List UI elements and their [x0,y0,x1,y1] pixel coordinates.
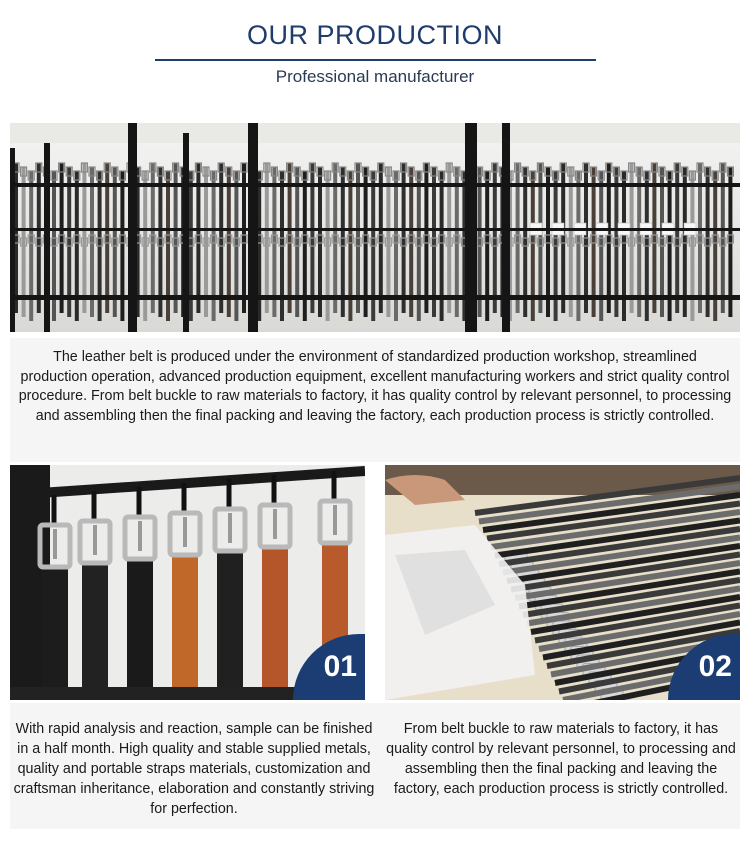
step-badge-01: 01 [293,634,365,700]
page-subtitle: Professional manufacturer [275,67,475,86]
belt-rack-photo [10,123,740,332]
intro-panel [10,338,740,462]
intro-text: The leather belt is produced under the environment of standardized production workshop, streamlined production operation, advanced production equipment, excellent manufacturing workers and strict quality control procedure. From belt buckle to raw materials to factory, it has quality control by relevant personnel, to processing and assembling then the final packing and leaving the factory, each production process is strictly controlled. [18,349,732,424]
workbench-photo [385,465,740,700]
caption-01: With rapid analysis and reaction, sample can be finished in a half month. High quality and stable supplied metals, quality and portable straps materials, customization and craftsman inheritance, elaboration and constantly striving for perfection. [13,721,375,817]
caption-02: From belt buckle to raw materials to factory, it has quality control by relevant personnel, to processing and assembling then the final packing and leaving the factory, each production process is strictly controlled. [386,721,736,797]
page-title: OUR PRODUCTION [247,20,503,50]
captions-panel [10,703,740,829]
hanging-belts-photo [10,465,365,700]
step-badge-02: 02 [668,634,740,700]
title-divider [155,59,596,61]
